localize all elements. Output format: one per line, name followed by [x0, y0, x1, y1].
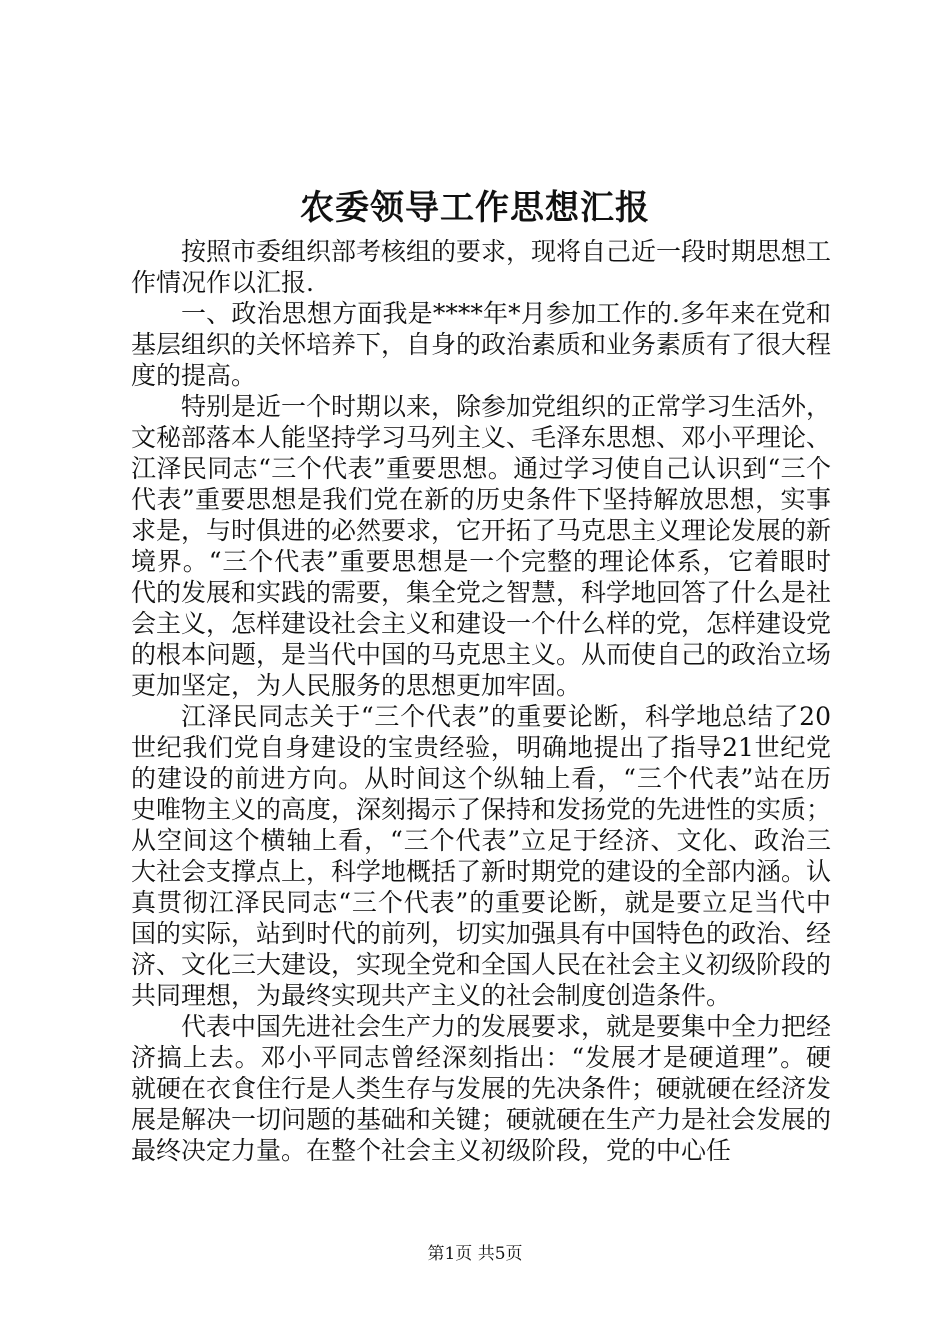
- document-title: 农委领导工作思想汇报: [300, 188, 650, 228]
- paragraph-political-thought: 一、政治思想方面我是****年*月参加工作的.多年来在党和基层组织的关怀培养下，自身的政治素质和业务素质有了很大程度的提高。: [131, 299, 832, 390]
- paragraph-study: 特别是近一个时期以来，除参加党组织的正常学习生活外，文秘部落本人能坚持学习马列主义、毛泽东思想、邓小平理论、江泽民同志“三个代表”重要思想。通过学习使自己认识到“三个代表”重要思想是我们党在新的历史条件下坚持解放思想，实事求是，与时俱进的必然要求，它开拓了马克思主义理论发展的新境界。“三个代表”重要思想是一个完整的理论体系，它着眼时代的发展和实践的需要，集全党之智慧，科学地回答了什么是社会主义，怎样建设社会主义和建设一个什么样的党，怎样建设党的根本问题，是当代中国的马克思主义。从而使自己的政治立场更加坚定，为人民服务的思想更加牢固。: [131, 392, 832, 700]
- paragraph-intro: 按照市委组织部考核组的要求，现将自己近一段时期思想工作情况作以汇报.: [131, 237, 832, 297]
- document-body: [131, 236, 831, 1166]
- page-number-footer: 第1页 共5页: [427, 1244, 523, 1264]
- paragraph-three-represents: 江泽民同志关于“三个代表”的重要论断，科学地总结了20世纪我们党自身建设的宝贵经验，明确地提出了指导21世纪党的建设的前进方向。从时间这个纵轴上看，“三个代表”站在历史唯物主义的高度，深刻揭示了保持和发扬党的先进性的实质；从空间这个横轴上看，“三个代表”立足于经济、文化、政治三大社会支撑点上，科学地概括了新时期党的建设的全部内涵。认真贯彻江泽民同志“三个代表”的重要论断，就是要立足当代中国的实际，站到时代的前列，切实加强具有中国特色的政治、经济、文化三大建设，实现全党和全国人民在社会主义初级阶段的共同理想，为最终实现共产主义的社会制度创造条件。: [131, 702, 832, 1010]
- paragraph-productivity: 代表中国先进社会生产力的发展要求，就是要集中全力把经济搞上去。邓小平同志曾经深刻指出：“发展才是硬道理”。硬就硬在衣食住行是人类生存与发展的先决条件；硬就硬在经济发展是解决一切问题的基础和关键；硬就硬在生产力是社会发展的最终决定力量。在整个社会主义初级阶段，党的中心任: [131, 1012, 832, 1165]
